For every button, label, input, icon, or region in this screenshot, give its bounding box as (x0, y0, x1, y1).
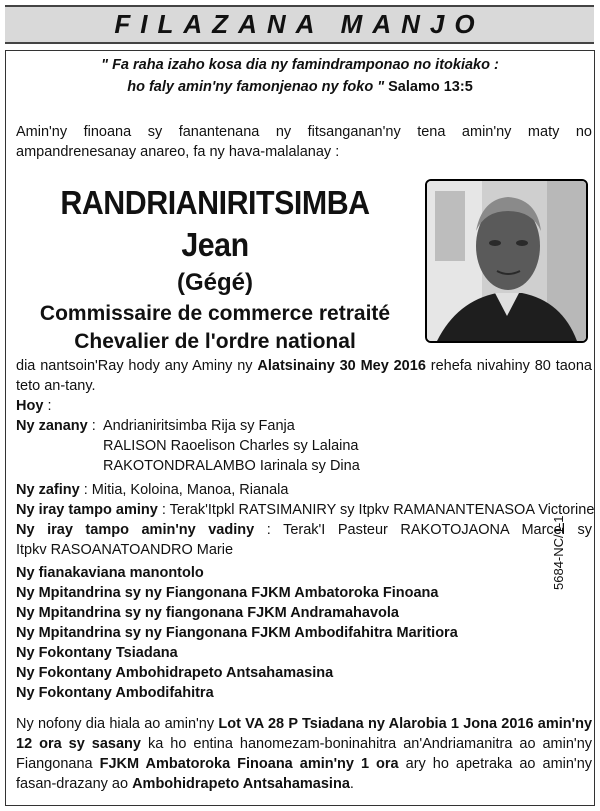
hoy-label: Hoy (16, 398, 44, 414)
group-item: Ny Fokontany Ambohidrapeto Antsahamasina (16, 665, 334, 681)
funeral-bold-1: Lot VA 28 P Tsiadana ny Alarobia 1 Jona 2016 amin'ny 12 ora sy sasany (16, 716, 593, 752)
notice-header (5, 5, 594, 44)
portrait-image (427, 181, 586, 341)
hoy-row (16, 396, 51, 416)
hoy-colon: : (47, 398, 52, 414)
siblings-names: Terak'Itpkl RATSIMANIRY sy Itpkv RAMANANTENASOA Victorine (169, 502, 595, 518)
spouse-siblings-line-2: Itpkv RASOANATOANDRO Marie (16, 542, 234, 558)
grandchildren-names: Mitia, Koloina, Manoa, Rianala (91, 482, 289, 498)
intro-text: Amin'ny finoana sy fanantenana ny fitsanganan'ny tena amin'ny maty no ampandrenesanay anareo, fa ny hava-malalanay : (16, 124, 592, 160)
group-item: Ny Mpitandrina sy ny fiangonana FJKM Andramahavola (16, 605, 399, 621)
grandchildren-row: Ny zafiny : Mitia, Koloina, Manoa, Rianala (16, 482, 289, 498)
child-item: RAKOTONDRALAMBO Iarinala sy Dina (103, 458, 360, 474)
reference-code: 5684-NC/1-1 (551, 515, 566, 590)
notice-title: FILAZANA MANJO (114, 9, 485, 39)
children-label: Ny zanany (16, 418, 88, 434)
children-row: Ny zanany : (16, 418, 96, 434)
child-item: RALISON Raoelison Charles sy Lalaina (103, 438, 359, 454)
funeral-details (16, 714, 592, 794)
deceased-nickname: (Gégé) (176, 269, 253, 296)
group-item: Ny Mpitandrina sy ny Fiangonana FJKM Ambatoroka Finoana (16, 585, 439, 601)
group-item: Ny Mpitandrina sy ny Fiangonana FJKM Ambodifahitra Maritiora (16, 625, 458, 641)
death-prefix: dia nantsoin'Ray hody any Aminy ny (16, 358, 253, 374)
death-date: Alatsinainy 30 Mey 2016 (257, 358, 426, 374)
funeral-text-3: ary ho apetraka ao amin'ny fasan-drazany ao (16, 756, 593, 792)
deceased-title-2: Chevalier de l'ordre national (74, 330, 356, 353)
group-item: Ny Fokontany Tsiadana (16, 645, 178, 661)
siblings-label: Ny iray tampo aminy (16, 502, 158, 518)
group-item: Ny fianakaviana manontolo (16, 565, 204, 581)
deceased-title-1: Commissaire de commerce retraité (39, 302, 391, 325)
bible-verse (0, 54, 600, 98)
spouse-siblings-line-1: Terak'I Pasteur RAKOTOJAONA Marcel sy (283, 522, 592, 538)
grandchildren-label: Ny zafiny (16, 482, 80, 498)
deceased-photo (425, 179, 588, 343)
verse-reference: Salamo 13:5 (388, 79, 473, 95)
siblings-row: Ny iray tampo aminy : Terak'Itpkl RATSIMANIRY sy Itpkv RAMANANTENASOA Victorine (16, 502, 595, 518)
death-suffix: rehefa nivahiny 80 taona teto an-tany. (16, 358, 592, 394)
child-item: Andrianiritsimba Rija sy Fanja (103, 418, 295, 434)
funeral-text-4: . (349, 776, 354, 792)
spouse-siblings-label: Ny iray tampo amin'ny vadiny (16, 522, 255, 538)
deceased-name: RANDRIANIRITSIMBA Jean (60, 184, 370, 263)
death-announcement (16, 356, 592, 396)
spouse-siblings-row: Ny iray tampo amin'ny vadiny : Terak'I Pasteur RAKOTOJAONA Marcel sy Itpkv RASOANATOANDRO Marie (16, 522, 592, 558)
funeral-bold-2: FJKM Ambatoroka Finoana amin'ny 1 ora (99, 756, 399, 772)
group-item: Ny Fokontany Ambodifahitra (16, 685, 214, 701)
funeral-text-1: Ny nofony dia hiala ao amin'ny (16, 716, 215, 732)
verse-line-2: ho faly amin'ny famonjenao ny foko " (127, 79, 385, 95)
funeral-bold-3: Ambohidrapeto Antsahamasina (132, 776, 350, 792)
funeral-text-2: ka ho entina hanomezam-boninahitra an'Andriamanitra ao amin'ny Fiangonana (16, 736, 593, 772)
deceased-block (10, 182, 420, 356)
verse-line-1: " Fa raha izaho kosa dia ny famindramponao no itokiako : (101, 57, 499, 73)
